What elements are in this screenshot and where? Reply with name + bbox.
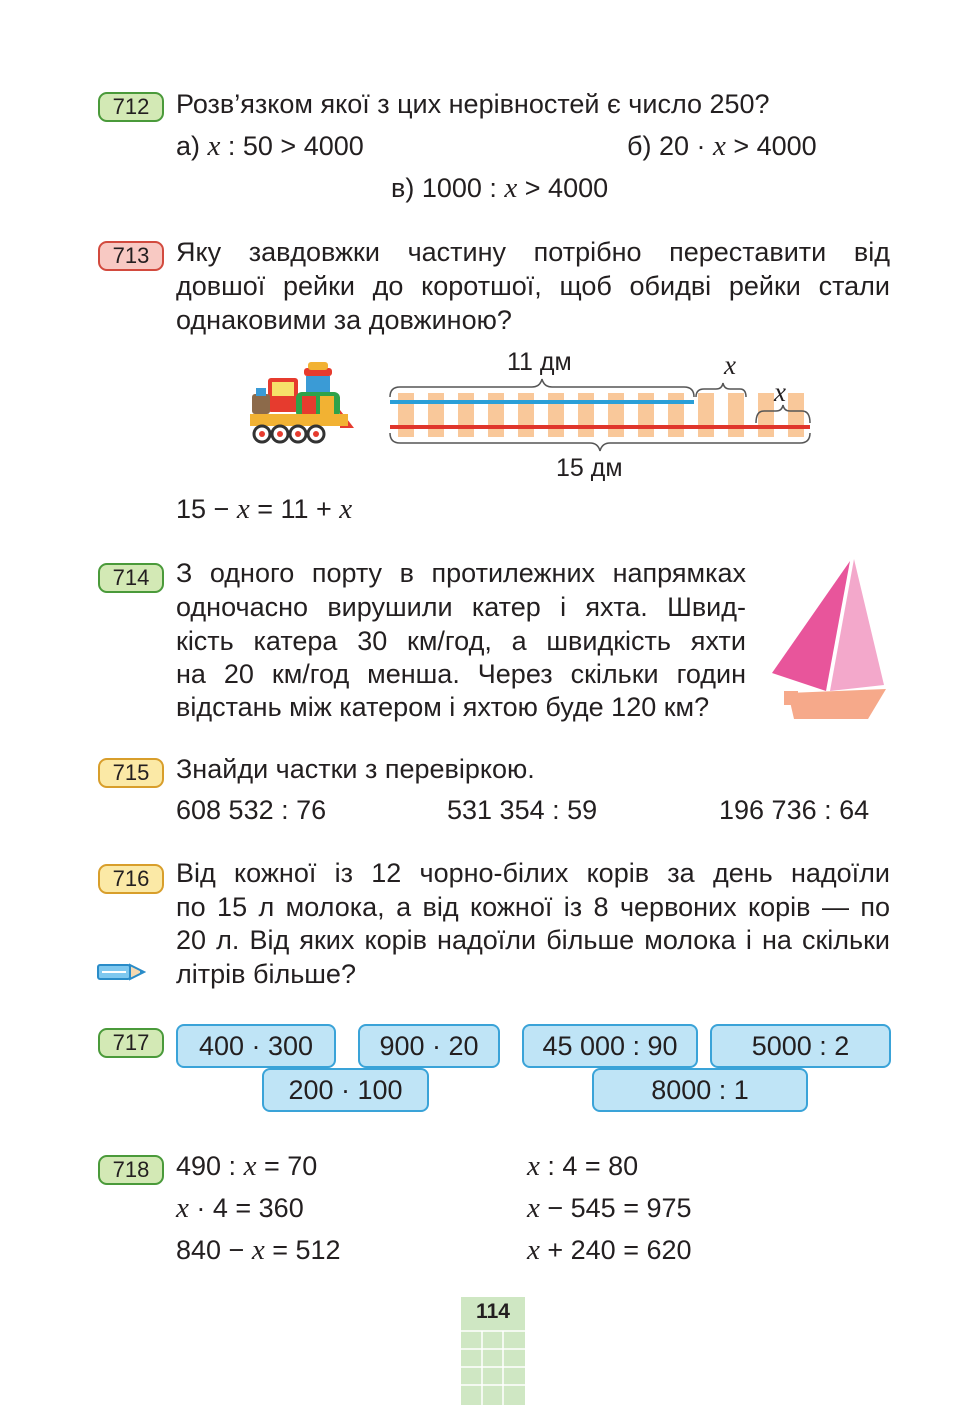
label-15-dm: 15 дм	[556, 454, 623, 482]
label-11-dm: 11 дм	[507, 348, 572, 376]
problem-number-718: 718	[98, 1155, 164, 1185]
page-number: 114	[476, 1300, 510, 1323]
problem-718-eq-l3: 840 − x = 512	[176, 1234, 341, 1266]
expression-box-1: 400 · 300	[176, 1024, 336, 1068]
problem-716-line-1: Від кожної із 12 чорно-білих корів за день надоїли	[176, 858, 890, 888]
problem-number-715: 715	[98, 758, 164, 788]
expression-box-6: 8000 : 1	[592, 1068, 808, 1112]
problem-716-line-3: 20 л. Від яких корів надоїли більше молока і на скільки	[176, 925, 890, 955]
expression-box-2: 900 · 20	[358, 1024, 500, 1068]
problem-716-line-4: літрів більше?	[176, 959, 356, 989]
problem-number-716: 716	[98, 864, 164, 894]
problem-714-line-1: З одного порту в протилежних напрямках	[176, 558, 746, 588]
train-icon	[246, 362, 356, 450]
problem-713-line-3: однаковими за довжиною?	[176, 305, 512, 335]
problem-716-line-2: по 15 л молока, а від кожної із 8 червоних корів — по	[176, 892, 890, 922]
problem-number-714: 714	[98, 563, 164, 593]
problem-715-expr-3: 196 736 : 64	[719, 795, 870, 825]
problem-718-eq-r1: x : 4 = 80	[527, 1150, 639, 1182]
problem-718-eq-l2: x · 4 = 360	[176, 1192, 304, 1224]
problem-713-equation: 15 − x = 11 + x	[176, 493, 353, 525]
problem-number-717: 717	[98, 1028, 164, 1058]
expression-box-4: 45 000 : 90	[522, 1024, 698, 1068]
rail-sleepers	[398, 393, 804, 437]
problem-715-expr-1: 608 532 : 76	[176, 795, 327, 825]
expression-box-3: 200 · 100	[262, 1068, 429, 1112]
problem-718-eq-l1: 490 : x = 70	[176, 1150, 318, 1182]
problem-718-eq-r3: x + 240 = 620	[527, 1234, 692, 1266]
problem-714-line-5: відстань між катером і яхтою буде 120 км?	[176, 692, 710, 722]
problem-712-option-a: а) x : 50 > 4000	[176, 130, 364, 162]
problem-712-option-c: в) 1000 : x > 4000	[391, 172, 609, 204]
label-x-red: x	[774, 377, 786, 407]
problem-715-expr-2: 531 354 : 59	[447, 795, 598, 825]
problem-712-option-b: б) 20 · x > 4000	[627, 130, 817, 162]
problem-713-line-2: довшої рейки до коротшої, щоб обидві рейки стали	[176, 271, 890, 301]
problem-714-line-2: одночасно вирушили катер і яхта. Швид-	[176, 592, 746, 622]
problem-714-line-4: на 20 км/год менша. Через скільки годин	[176, 659, 746, 689]
problem-714-line-3: кість катера 30 км/год, а швидкість яхти	[176, 626, 746, 656]
problem-number-713: 713	[98, 241, 164, 271]
brace-15	[390, 433, 810, 451]
problem-713-line-1: Яку завдовжки частину потрібно переставити від	[176, 237, 890, 267]
problem-712-question: Розв’язком якої з цих нерівностей є число 250?	[176, 89, 770, 119]
pencil-icon	[96, 961, 146, 983]
sailboat-icon	[768, 555, 892, 725]
problem-718-eq-r2: x − 545 = 975	[527, 1192, 692, 1224]
expression-box-5: 5000 : 2	[710, 1024, 891, 1068]
problem-number-712: 712	[98, 92, 164, 122]
label-x-blue: x	[724, 350, 736, 380]
problem-715-question: Знайди частки з перевіркою.	[176, 754, 535, 784]
